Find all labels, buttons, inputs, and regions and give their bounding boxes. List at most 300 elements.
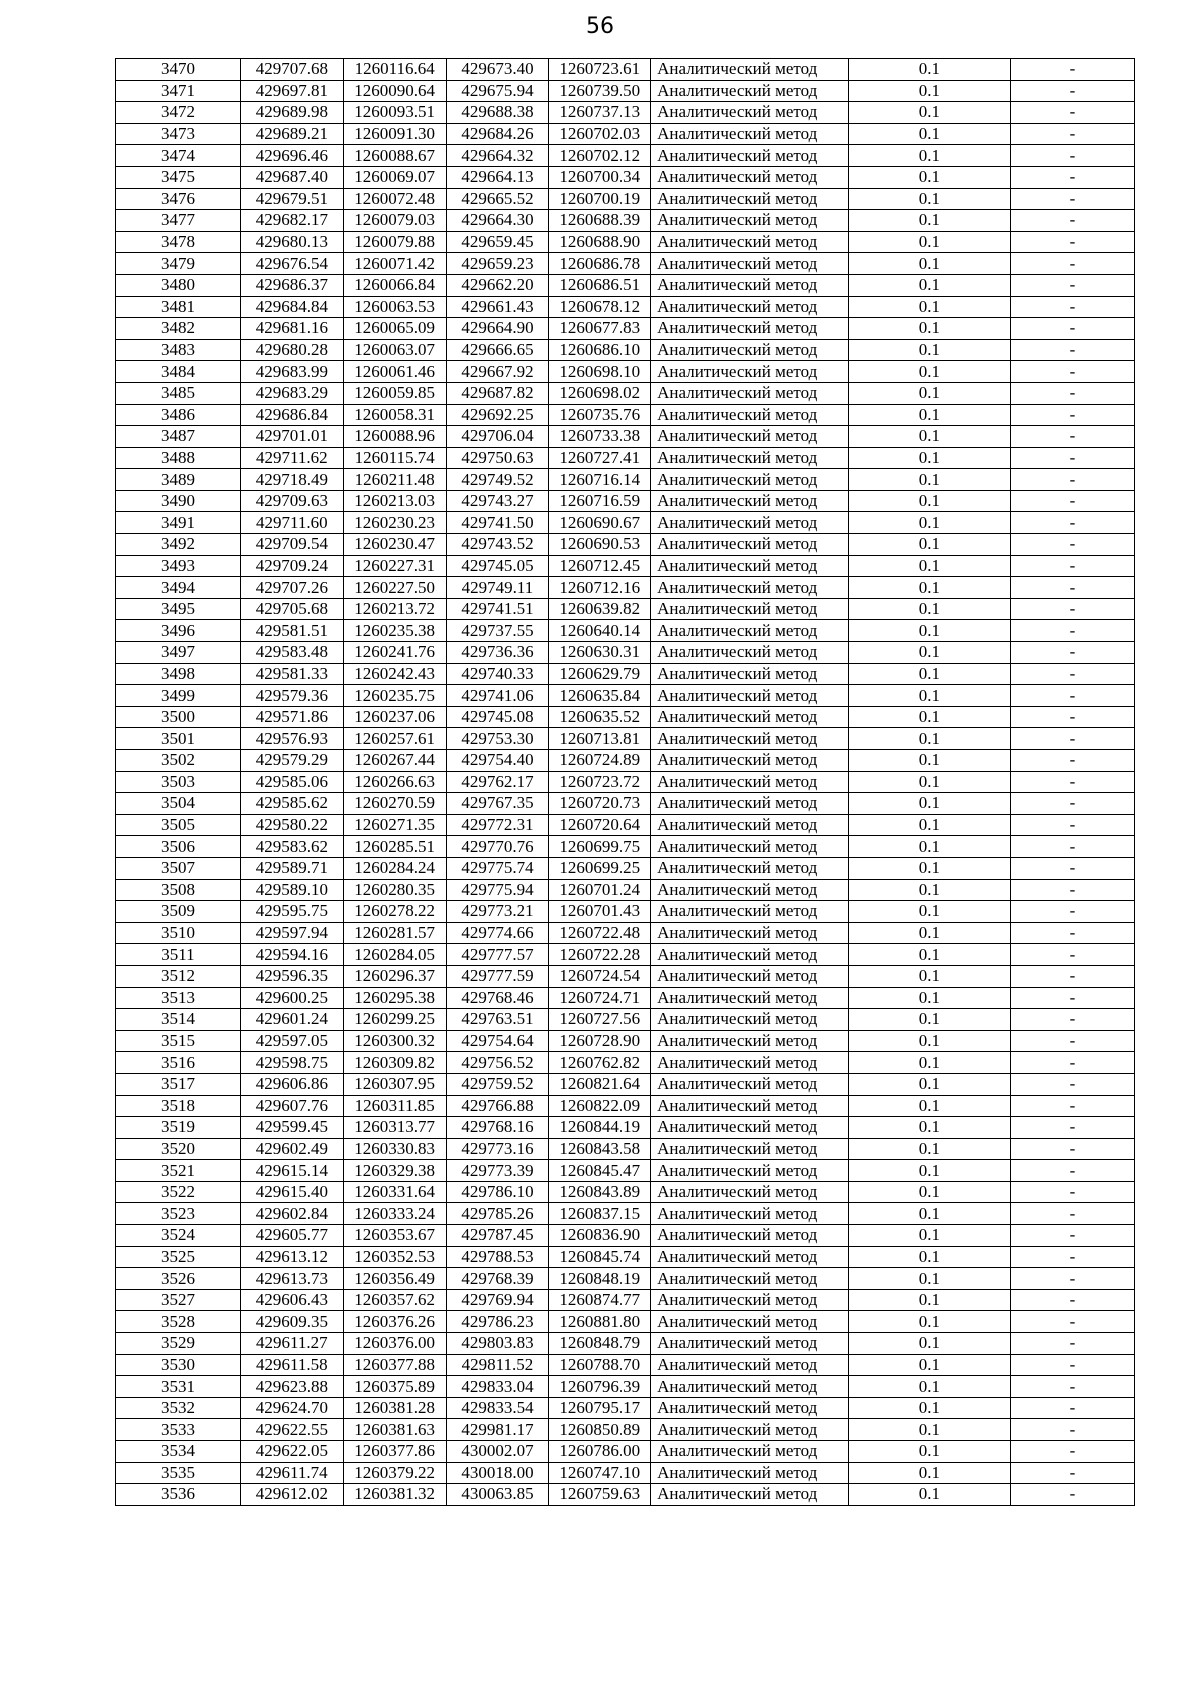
x2-coord-cell: 429684.26 <box>446 123 549 145</box>
table-row <box>116 1289 1135 1311</box>
x-coord-cell: 429711.62 <box>240 447 343 469</box>
method-cell: Аналитический метод <box>651 469 849 491</box>
table-row <box>116 145 1135 167</box>
accuracy-cell: 0.1 <box>848 1268 1010 1290</box>
method-cell: Аналитический метод <box>651 1419 849 1441</box>
note-cell: - <box>1010 188 1134 210</box>
y2-coord-cell: 1260795.17 <box>549 1397 651 1419</box>
table-row <box>116 814 1135 836</box>
y2-coord-cell: 1260845.47 <box>549 1160 651 1182</box>
method-cell: Аналитический метод <box>651 1333 849 1355</box>
point-number-cell: 3503 <box>116 771 241 793</box>
accuracy-cell: 0.1 <box>848 59 1010 81</box>
note-cell: - <box>1010 1117 1134 1139</box>
y-coord-cell: 1260357.62 <box>343 1289 446 1311</box>
table-row <box>116 1397 1135 1419</box>
note-cell: - <box>1010 318 1134 340</box>
y2-coord-cell: 1260848.79 <box>549 1333 651 1355</box>
y-coord-cell: 1260379.22 <box>343 1462 446 1484</box>
note-cell: - <box>1010 447 1134 469</box>
x2-coord-cell: 429662.20 <box>446 274 549 296</box>
accuracy-cell: 0.1 <box>848 728 1010 750</box>
y2-coord-cell: 1260630.31 <box>549 642 651 664</box>
x2-coord-cell: 430063.85 <box>446 1484 549 1506</box>
x-coord-cell: 429689.21 <box>240 123 343 145</box>
x-coord-cell: 429606.43 <box>240 1289 343 1311</box>
x-coord-cell: 429581.51 <box>240 620 343 642</box>
point-number-cell: 3523 <box>116 1203 241 1225</box>
method-cell: Аналитический метод <box>651 1397 849 1419</box>
note-cell: - <box>1010 1030 1134 1052</box>
y2-coord-cell: 1260727.56 <box>549 1009 651 1031</box>
table-row <box>116 879 1135 901</box>
y-coord-cell: 1260090.64 <box>343 80 446 102</box>
accuracy-cell: 0.1 <box>848 836 1010 858</box>
note-cell: - <box>1010 1376 1134 1398</box>
y2-coord-cell: 1260700.19 <box>549 188 651 210</box>
method-cell: Аналитический метод <box>651 965 849 987</box>
accuracy-cell: 0.1 <box>848 318 1010 340</box>
table-row <box>116 274 1135 296</box>
y2-coord-cell: 1260848.19 <box>549 1268 651 1290</box>
accuracy-cell: 0.1 <box>848 1289 1010 1311</box>
note-cell: - <box>1010 231 1134 253</box>
point-number-cell: 3471 <box>116 80 241 102</box>
note-cell: - <box>1010 577 1134 599</box>
y-coord-cell: 1260059.85 <box>343 382 446 404</box>
table-row <box>116 1095 1135 1117</box>
method-cell: Аналитический метод <box>651 620 849 642</box>
accuracy-cell: 0.1 <box>848 534 1010 556</box>
x2-coord-cell: 429811.52 <box>446 1354 549 1376</box>
y2-coord-cell: 1260635.84 <box>549 685 651 707</box>
y2-coord-cell: 1260629.79 <box>549 663 651 685</box>
x-coord-cell: 429615.40 <box>240 1181 343 1203</box>
x-coord-cell: 429709.54 <box>240 534 343 556</box>
note-cell: - <box>1010 1441 1134 1463</box>
point-number-cell: 3477 <box>116 210 241 232</box>
note-cell: - <box>1010 1073 1134 1095</box>
accuracy-cell: 0.1 <box>848 145 1010 167</box>
y-coord-cell: 1260242.43 <box>343 663 446 685</box>
x-coord-cell: 429580.22 <box>240 814 343 836</box>
method-cell: Аналитический метод <box>651 1052 849 1074</box>
y2-coord-cell: 1260686.51 <box>549 274 651 296</box>
point-number-cell: 3507 <box>116 857 241 879</box>
x2-coord-cell: 429745.08 <box>446 706 549 728</box>
point-number-cell: 3508 <box>116 879 241 901</box>
y-coord-cell: 1260061.46 <box>343 361 446 383</box>
x2-coord-cell: 429775.74 <box>446 857 549 879</box>
table-row <box>116 663 1135 685</box>
point-number-cell: 3472 <box>116 102 241 124</box>
y2-coord-cell: 1260722.48 <box>549 922 651 944</box>
point-number-cell: 3524 <box>116 1225 241 1247</box>
x2-coord-cell: 429749.11 <box>446 577 549 599</box>
point-number-cell: 3491 <box>116 512 241 534</box>
table-row <box>116 1052 1135 1074</box>
accuracy-cell: 0.1 <box>848 901 1010 923</box>
y-coord-cell: 1260230.47 <box>343 534 446 556</box>
y-coord-cell: 1260330.83 <box>343 1138 446 1160</box>
table-row <box>116 80 1135 102</box>
table-row <box>116 620 1135 642</box>
table-row <box>116 1030 1135 1052</box>
x2-coord-cell: 429666.65 <box>446 339 549 361</box>
y-coord-cell: 1260065.09 <box>343 318 446 340</box>
y-coord-cell: 1260235.38 <box>343 620 446 642</box>
x2-coord-cell: 429753.30 <box>446 728 549 750</box>
method-cell: Аналитический метод <box>651 1009 849 1031</box>
accuracy-cell: 0.1 <box>848 1009 1010 1031</box>
point-number-cell: 3470 <box>116 59 241 81</box>
accuracy-cell: 0.1 <box>848 555 1010 577</box>
y2-coord-cell: 1260699.75 <box>549 836 651 858</box>
point-number-cell: 3509 <box>116 901 241 923</box>
y2-coord-cell: 1260843.89 <box>549 1181 651 1203</box>
method-cell: Аналитический метод <box>651 642 849 664</box>
x2-coord-cell: 429833.04 <box>446 1376 549 1398</box>
method-cell: Аналитический метод <box>651 426 849 448</box>
x2-coord-cell: 429741.06 <box>446 685 549 707</box>
x2-coord-cell: 429659.23 <box>446 253 549 275</box>
point-number-cell: 3482 <box>116 318 241 340</box>
method-cell: Аналитический метод <box>651 59 849 81</box>
note-cell: - <box>1010 1160 1134 1182</box>
accuracy-cell: 0.1 <box>848 706 1010 728</box>
point-number-cell: 3531 <box>116 1376 241 1398</box>
x2-coord-cell: 429777.59 <box>446 965 549 987</box>
y-coord-cell: 1260088.96 <box>343 426 446 448</box>
x-coord-cell: 429681.16 <box>240 318 343 340</box>
table-row <box>116 1333 1135 1355</box>
point-number-cell: 3497 <box>116 642 241 664</box>
y-coord-cell: 1260270.59 <box>343 793 446 815</box>
accuracy-cell: 0.1 <box>848 361 1010 383</box>
table-row <box>116 253 1135 275</box>
point-number-cell: 3481 <box>116 296 241 318</box>
x-coord-cell: 429624.70 <box>240 1397 343 1419</box>
accuracy-cell: 0.1 <box>848 965 1010 987</box>
y-coord-cell: 1260257.61 <box>343 728 446 750</box>
table-row <box>116 490 1135 512</box>
method-cell: Аналитический метод <box>651 1311 849 1333</box>
method-cell: Аналитический метод <box>651 1441 849 1463</box>
accuracy-cell: 0.1 <box>848 793 1010 815</box>
x-coord-cell: 429600.25 <box>240 987 343 1009</box>
y-coord-cell: 1260311.85 <box>343 1095 446 1117</box>
table-row <box>116 447 1135 469</box>
x-coord-cell: 429613.12 <box>240 1246 343 1268</box>
y2-coord-cell: 1260850.89 <box>549 1419 651 1441</box>
method-cell: Аналитический метод <box>651 1138 849 1160</box>
method-cell: Аналитический метод <box>651 1203 849 1225</box>
y2-coord-cell: 1260836.90 <box>549 1225 651 1247</box>
x2-coord-cell: 429770.76 <box>446 836 549 858</box>
table-row <box>116 750 1135 772</box>
point-number-cell: 3536 <box>116 1484 241 1506</box>
table-row <box>116 188 1135 210</box>
page-number: 56 <box>586 14 614 39</box>
note-cell: - <box>1010 663 1134 685</box>
accuracy-cell: 0.1 <box>848 490 1010 512</box>
x-coord-cell: 429696.46 <box>240 145 343 167</box>
y2-coord-cell: 1260713.81 <box>549 728 651 750</box>
y2-coord-cell: 1260737.13 <box>549 102 651 124</box>
y-coord-cell: 1260227.50 <box>343 577 446 599</box>
x2-coord-cell: 429768.46 <box>446 987 549 1009</box>
point-number-cell: 3520 <box>116 1138 241 1160</box>
y2-coord-cell: 1260733.38 <box>549 426 651 448</box>
accuracy-cell: 0.1 <box>848 685 1010 707</box>
x2-coord-cell: 429667.92 <box>446 361 549 383</box>
accuracy-cell: 0.1 <box>848 382 1010 404</box>
x2-coord-cell: 429763.51 <box>446 1009 549 1031</box>
accuracy-cell: 0.1 <box>848 512 1010 534</box>
y2-coord-cell: 1260747.10 <box>549 1462 651 1484</box>
y-coord-cell: 1260307.95 <box>343 1073 446 1095</box>
table-row <box>116 1376 1135 1398</box>
y-coord-cell: 1260079.03 <box>343 210 446 232</box>
point-number-cell: 3504 <box>116 793 241 815</box>
y2-coord-cell: 1260874.77 <box>549 1289 651 1311</box>
y-coord-cell: 1260280.35 <box>343 879 446 901</box>
method-cell: Аналитический метод <box>651 1225 849 1247</box>
table-row <box>116 836 1135 858</box>
note-cell: - <box>1010 296 1134 318</box>
accuracy-cell: 0.1 <box>848 577 1010 599</box>
method-cell: Аналитический метод <box>651 318 849 340</box>
point-number-cell: 3502 <box>116 750 241 772</box>
x-coord-cell: 429606.86 <box>240 1073 343 1095</box>
x-coord-cell: 429612.02 <box>240 1484 343 1506</box>
x-coord-cell: 429598.75 <box>240 1052 343 1074</box>
y-coord-cell: 1260213.03 <box>343 490 446 512</box>
note-cell: - <box>1010 490 1134 512</box>
note-cell: - <box>1010 857 1134 879</box>
point-number-cell: 3493 <box>116 555 241 577</box>
y2-coord-cell: 1260686.78 <box>549 253 651 275</box>
y2-coord-cell: 1260639.82 <box>549 598 651 620</box>
accuracy-cell: 0.1 <box>848 469 1010 491</box>
table-row <box>116 1225 1135 1247</box>
table-row <box>116 857 1135 879</box>
y2-coord-cell: 1260723.61 <box>549 59 651 81</box>
method-cell: Аналитический метод <box>651 447 849 469</box>
y2-coord-cell: 1260688.39 <box>549 210 651 232</box>
table-row <box>116 534 1135 556</box>
table-row <box>116 318 1135 340</box>
method-cell: Аналитический метод <box>651 750 849 772</box>
x2-coord-cell: 429803.83 <box>446 1333 549 1355</box>
method-cell: Аналитический метод <box>651 857 849 879</box>
x2-coord-cell: 429772.31 <box>446 814 549 836</box>
y-coord-cell: 1260381.32 <box>343 1484 446 1506</box>
note-cell: - <box>1010 1052 1134 1074</box>
x2-coord-cell: 429786.10 <box>446 1181 549 1203</box>
table-row <box>116 965 1135 987</box>
point-number-cell: 3474 <box>116 145 241 167</box>
accuracy-cell: 0.1 <box>848 987 1010 1009</box>
y-coord-cell: 1260377.86 <box>343 1441 446 1463</box>
table-row <box>116 598 1135 620</box>
method-cell: Аналитический метод <box>651 490 849 512</box>
method-cell: Аналитический метод <box>651 145 849 167</box>
note-cell: - <box>1010 80 1134 102</box>
y2-coord-cell: 1260720.64 <box>549 814 651 836</box>
table-row <box>116 404 1135 426</box>
table-row <box>116 1117 1135 1139</box>
point-number-cell: 3514 <box>116 1009 241 1031</box>
x-coord-cell: 429684.84 <box>240 296 343 318</box>
x-coord-cell: 429611.58 <box>240 1354 343 1376</box>
x-coord-cell: 429718.49 <box>240 469 343 491</box>
method-cell: Аналитический метод <box>651 253 849 275</box>
note-cell: - <box>1010 642 1134 664</box>
note-cell: - <box>1010 469 1134 491</box>
x-coord-cell: 429611.74 <box>240 1462 343 1484</box>
x2-coord-cell: 429773.21 <box>446 901 549 923</box>
x2-coord-cell: 429759.52 <box>446 1073 549 1095</box>
accuracy-cell: 0.1 <box>848 231 1010 253</box>
y-coord-cell: 1260300.32 <box>343 1030 446 1052</box>
point-number-cell: 3515 <box>116 1030 241 1052</box>
x-coord-cell: 429697.81 <box>240 80 343 102</box>
x2-coord-cell: 429773.16 <box>446 1138 549 1160</box>
method-cell: Аналитический метод <box>651 1181 849 1203</box>
table-row <box>116 922 1135 944</box>
table-row <box>116 1246 1135 1268</box>
method-cell: Аналитический метод <box>651 987 849 1009</box>
method-cell: Аналитический метод <box>651 1073 849 1095</box>
note-cell: - <box>1010 253 1134 275</box>
x2-coord-cell: 429754.64 <box>446 1030 549 1052</box>
accuracy-cell: 0.1 <box>848 1138 1010 1160</box>
x-coord-cell: 429601.24 <box>240 1009 343 1031</box>
note-cell: - <box>1010 879 1134 901</box>
x2-coord-cell: 429661.43 <box>446 296 549 318</box>
x-coord-cell: 429680.28 <box>240 339 343 361</box>
accuracy-cell: 0.1 <box>848 296 1010 318</box>
y-coord-cell: 1260091.30 <box>343 123 446 145</box>
table-row <box>116 231 1135 253</box>
point-number-cell: 3521 <box>116 1160 241 1182</box>
x-coord-cell: 429597.94 <box>240 922 343 944</box>
table-row <box>116 1484 1135 1506</box>
y2-coord-cell: 1260728.90 <box>549 1030 651 1052</box>
method-cell: Аналитический метод <box>651 577 849 599</box>
accuracy-cell: 0.1 <box>848 253 1010 275</box>
y2-coord-cell: 1260796.39 <box>549 1376 651 1398</box>
table-row <box>116 1203 1135 1225</box>
x2-coord-cell: 429688.38 <box>446 102 549 124</box>
x-coord-cell: 429683.99 <box>240 361 343 383</box>
x2-coord-cell: 429664.13 <box>446 166 549 188</box>
method-cell: Аналитический метод <box>651 728 849 750</box>
note-cell: - <box>1010 1203 1134 1225</box>
point-number-cell: 3522 <box>116 1181 241 1203</box>
point-number-cell: 3510 <box>116 922 241 944</box>
x-coord-cell: 429599.45 <box>240 1117 343 1139</box>
note-cell: - <box>1010 1354 1134 1376</box>
x2-coord-cell: 429833.54 <box>446 1397 549 1419</box>
point-number-cell: 3484 <box>116 361 241 383</box>
point-number-cell: 3535 <box>116 1462 241 1484</box>
note-cell: - <box>1010 793 1134 815</box>
method-cell: Аналитический метод <box>651 555 849 577</box>
y2-coord-cell: 1260881.80 <box>549 1311 651 1333</box>
accuracy-cell: 0.1 <box>848 274 1010 296</box>
accuracy-cell: 0.1 <box>848 426 1010 448</box>
x-coord-cell: 429576.93 <box>240 728 343 750</box>
method-cell: Аналитический метод <box>651 598 849 620</box>
y-coord-cell: 1260281.57 <box>343 922 446 944</box>
method-cell: Аналитический метод <box>651 1246 849 1268</box>
x2-coord-cell: 429743.52 <box>446 534 549 556</box>
y-coord-cell: 1260381.63 <box>343 1419 446 1441</box>
x-coord-cell: 429686.84 <box>240 404 343 426</box>
y-coord-cell: 1260115.74 <box>343 447 446 469</box>
x-coord-cell: 429680.13 <box>240 231 343 253</box>
y2-coord-cell: 1260702.12 <box>549 145 651 167</box>
table-row <box>116 1268 1135 1290</box>
accuracy-cell: 0.1 <box>848 1419 1010 1441</box>
y2-coord-cell: 1260739.50 <box>549 80 651 102</box>
accuracy-cell: 0.1 <box>848 1354 1010 1376</box>
note-cell: - <box>1010 1268 1134 1290</box>
point-number-cell: 3513 <box>116 987 241 1009</box>
y-coord-cell: 1260227.31 <box>343 555 446 577</box>
table-row <box>116 1419 1135 1441</box>
note-cell: - <box>1010 1484 1134 1506</box>
y2-coord-cell: 1260635.52 <box>549 706 651 728</box>
y-coord-cell: 1260079.88 <box>343 231 446 253</box>
table-row <box>116 577 1135 599</box>
x-coord-cell: 429682.17 <box>240 210 343 232</box>
y2-coord-cell: 1260716.59 <box>549 490 651 512</box>
x-coord-cell: 429609.35 <box>240 1311 343 1333</box>
x2-coord-cell: 429766.88 <box>446 1095 549 1117</box>
y-coord-cell: 1260353.67 <box>343 1225 446 1247</box>
y-coord-cell: 1260375.89 <box>343 1376 446 1398</box>
y-coord-cell: 1260063.53 <box>343 296 446 318</box>
x-coord-cell: 429589.71 <box>240 857 343 879</box>
point-number-cell: 3532 <box>116 1397 241 1419</box>
x2-coord-cell: 429741.50 <box>446 512 549 534</box>
y2-coord-cell: 1260699.25 <box>549 857 651 879</box>
note-cell: - <box>1010 145 1134 167</box>
x2-coord-cell: 429768.16 <box>446 1117 549 1139</box>
table-row <box>116 1009 1135 1031</box>
method-cell: Аналитический метод <box>651 771 849 793</box>
method-cell: Аналитический метод <box>651 901 849 923</box>
x2-coord-cell: 429768.39 <box>446 1268 549 1290</box>
accuracy-cell: 0.1 <box>848 663 1010 685</box>
x2-coord-cell: 429777.57 <box>446 944 549 966</box>
note-cell: - <box>1010 1397 1134 1419</box>
note-cell: - <box>1010 965 1134 987</box>
y2-coord-cell: 1260690.53 <box>549 534 651 556</box>
x-coord-cell: 429581.33 <box>240 663 343 685</box>
note-cell: - <box>1010 1225 1134 1247</box>
x2-coord-cell: 429785.26 <box>446 1203 549 1225</box>
x2-coord-cell: 429774.66 <box>446 922 549 944</box>
method-cell: Аналитический метод <box>651 1160 849 1182</box>
y2-coord-cell: 1260786.00 <box>549 1441 651 1463</box>
accuracy-cell: 0.1 <box>848 879 1010 901</box>
table-row <box>116 361 1135 383</box>
y2-coord-cell: 1260735.76 <box>549 404 651 426</box>
